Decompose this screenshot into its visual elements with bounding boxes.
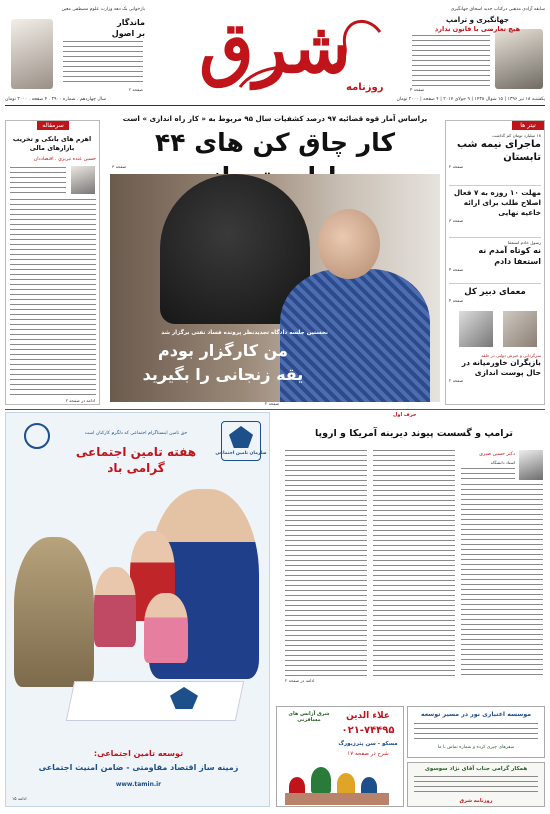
masthead-right-box[interactable] — [410, 5, 545, 93]
main-headline: کار چاق کن های ۴۴ — [154, 128, 396, 157]
left-column-text-a — [10, 167, 66, 195]
right-item-5-title: بازیگران خاورمیانه در حال پوست اندازی — [461, 358, 541, 378]
drawing-paper — [66, 681, 245, 721]
editorial-label: حرف اول — [393, 412, 417, 418]
right-item-5-ref: صفحه ۲ — [449, 378, 464, 384]
left-column-portrait — [71, 166, 95, 194]
right-item-5[interactable] — [449, 353, 541, 384]
left-column-title: اهرم های بانکی و تخریب بازارهای مالی — [12, 135, 92, 152]
masthead-logo — [150, 2, 395, 98]
logo-prefix: روزنامه — [346, 82, 384, 93]
right-column — [445, 120, 545, 405]
editorial-author-role: استاد دانشگاه — [490, 460, 515, 465]
right-item-1-kicker: ۱۸ میلیارد تومان کم گذاشت — [492, 133, 541, 138]
portrait-moein — [11, 19, 53, 89]
tamin-website[interactable]: www.tamin.ir — [115, 781, 162, 788]
portrait-1 — [503, 311, 537, 347]
logo-text: شرق — [199, 6, 351, 89]
wish-ad[interactable] — [407, 762, 545, 807]
issue-info: سال چهاردهم . شماره ۲۹۰۰ . ۴ صفحه . ۲۰۰۰ تومان — [5, 97, 106, 102]
nour-text — [414, 723, 538, 741]
right-item-1-title: ماجرای نیمه شب تابستان — [457, 139, 541, 164]
right-item-3-ref: صفحه ۴ — [449, 267, 464, 273]
left-box-title: ماندگار — [117, 18, 145, 27]
main-page-ref: صفحه ۳ — [112, 164, 127, 169]
main-photo-ref: صفحه ۲ — [265, 401, 280, 406]
left-box-text — [63, 41, 143, 85]
photo-man-head — [318, 209, 380, 279]
right-item-2-title: مهلت ۱۰ روزه به ۷ فعال اصلاح طلب برای ارائه خاعیه نهایی — [453, 188, 541, 217]
travel-agency: علاء الدین — [346, 711, 390, 721]
right-item-2-ref: صفحه ۳ — [449, 218, 464, 223]
child-2-figure — [94, 567, 136, 647]
left-column-ref: ادامه در صفحه ۲ — [65, 398, 95, 403]
left-column-text-b — [10, 199, 96, 395]
right-box-kicker: سابقه آزادی مذهبی درکتاب جدید اسحاق جهانگیری — [450, 7, 545, 12]
tamin-org: سازمان تامین اجتماعی — [215, 451, 267, 456]
main-story[interactable] — [110, 112, 440, 407]
right-item-4[interactable] — [449, 283, 541, 303]
right-item-4-ref: صفحه ۴ — [449, 298, 464, 303]
dateline: یکشنبه ۱۸ تیر ۱۳۹۶ | ۱۵ شوال ۱۴۳۸ | ۹ جولای ۲۰۱۷ | ۴ صفحه | ۲۰۰۰ تومان — [396, 97, 545, 102]
travel-ad[interactable] — [276, 706, 404, 807]
portrait-2 — [459, 311, 493, 347]
right-item-3[interactable] — [449, 237, 541, 273]
editorial-portrait — [519, 450, 543, 480]
masthead-rule — [5, 105, 545, 106]
mother-figure — [14, 537, 94, 687]
editorial[interactable] — [283, 412, 545, 702]
nour-sub: سفرهای چیزی کرده و شماره تماس با ما — [437, 745, 515, 750]
wish-title: همکار گرامی جناب آقای نژاد سوسوی — [424, 766, 528, 772]
right-box-text — [412, 35, 490, 87]
tamin-title: هفته تامین اجتماعی — [75, 445, 197, 459]
left-column[interactable] — [5, 120, 100, 405]
portrait-jahangiri — [495, 29, 543, 89]
right-item-4-title: معمای دبیر کل — [464, 287, 526, 297]
child-3-figure — [144, 593, 188, 663]
left-box-kicker: بازخوانی یک دهه وزارت علوم مصطفی معین — [61, 7, 145, 12]
left-column-label: سرمقاله — [37, 121, 69, 130]
travel-title: مسکو - سن پترزبورگ — [338, 741, 398, 747]
photo-quote-1: من کارگزار بودم — [158, 341, 288, 360]
tamin-tagline: حق تامین اینستاگرام اجتماعی که دلگرم کارکنان است — [84, 431, 188, 436]
week-emblem-icon — [24, 423, 50, 449]
tamin-slogan-2: زمینه ساز اقتصاد مقاومتی - ضامن امنیت اجتماعی — [38, 763, 239, 772]
left-column-author: حسین عبده تبریزی . اقتصاددان — [33, 157, 96, 162]
tamin-slogan-1: توسعه تامین اجتماعی: — [93, 749, 184, 758]
dome-3-icon — [337, 773, 355, 795]
dome-2-icon — [311, 767, 331, 793]
nour-title: موسسه اعتباری نور در مسیر توسعه — [420, 711, 532, 718]
photo-caption: نخستین جلسه دادگاه تجدیدنظر پرونده فساد نفتی برگزار شد — [161, 330, 328, 336]
main-photo — [110, 174, 440, 402]
nour-ad[interactable] — [407, 706, 545, 758]
editorial-text-col-3 — [285, 450, 367, 676]
editorial-text-col-2 — [373, 450, 455, 676]
editorial-author: دکتر حسین صیری — [479, 452, 515, 457]
right-item-1[interactable] — [449, 133, 541, 170]
right-box-page-ref: صفحه ۴ — [410, 87, 425, 92]
right-column-label: تیتر ها — [512, 121, 544, 130]
travel-ref: شرح در صفحه ۱۷ — [347, 751, 389, 757]
left-box-page-ref: صفحه ۲ — [128, 87, 143, 92]
right-item-5-kicker: سرگردانی و خیزش دولتی در حلقه — [481, 353, 541, 358]
photo-quote-2: یقه زنجانی را بگیرید — [142, 365, 304, 384]
right-item-2[interactable] — [449, 185, 541, 223]
right-item-3-kicker: رسول خادم استعفا — [507, 240, 541, 245]
left-box-subtitle: بر اصول — [111, 29, 145, 38]
masthead-left-box[interactable] — [5, 5, 145, 93]
wish-sub: روزنامه شرق — [459, 798, 493, 804]
editorial-text-col-1b — [461, 468, 515, 482]
travel-phone[interactable]: ۰۲۱-۷۴۴۹۵ — [341, 725, 395, 736]
tamin-family-photo — [10, 481, 267, 741]
masthead — [0, 0, 550, 108]
editorial-ref: ادامه در صفحه ۲ — [285, 678, 315, 683]
kremlin-illustration — [281, 763, 401, 805]
main-supertitle: براساس آمار قوه قضائیه ۹۷ درصد کشفیات سال ۹۵ مربوط به « کار راه اندازی » است — [122, 114, 428, 123]
tamin-page-ref: ادامه ۱۵ — [12, 796, 27, 801]
right-item-3-title: نه کوتاه آمدم نه استعفا دادم — [478, 246, 541, 267]
page-divider — [5, 409, 545, 410]
right-item-1-ref: صفحه ۲ — [449, 164, 464, 170]
kremlin-base — [285, 793, 389, 805]
right-item-photos — [449, 309, 541, 349]
right-box-title: جهانگیری و ترامپ — [446, 16, 509, 24]
wish-text — [414, 776, 538, 796]
tamin-title-2: گرامی باد — [107, 461, 165, 475]
tamin-ad[interactable] — [5, 412, 270, 807]
travel-side: شرق آژانس های مسافرتی — [288, 711, 330, 723]
right-box-subtitle: هیچ تعارضی با قانون ندارد — [434, 25, 521, 33]
editorial-text-col-1 — [461, 484, 543, 676]
editorial-title: ترامپ و گسست پیوند دیرینه آمریکا و اروپا — [314, 428, 514, 439]
